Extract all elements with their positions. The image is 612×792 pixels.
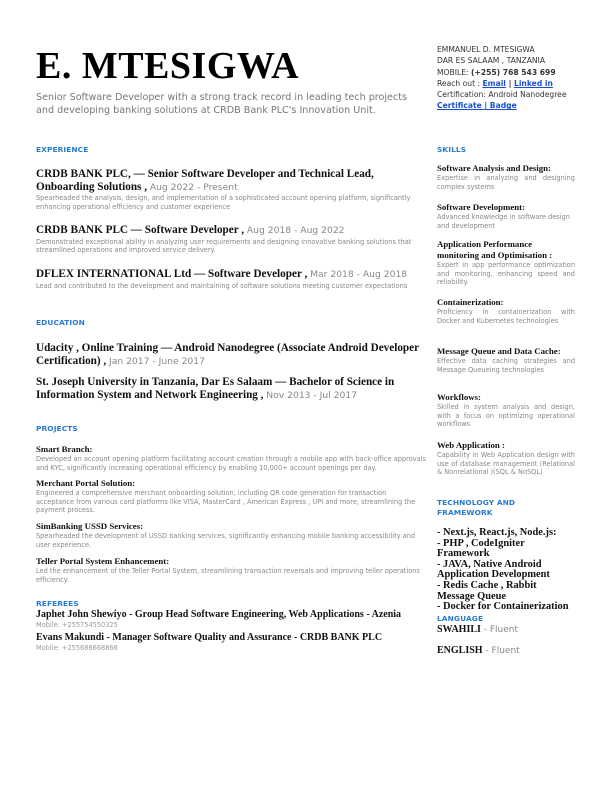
separator: | [505, 78, 514, 88]
education-item [36, 342, 426, 368]
skill-item [437, 346, 575, 374]
technology-item: - Docker for Containerization [437, 601, 569, 613]
referee-item [36, 632, 426, 652]
skill-item [437, 440, 575, 477]
contact-block [437, 44, 575, 112]
education-title: St. Joseph University in Tanzania, Dar Es Salaam — Bachelor of Science in Information System and Network Engineering , [36, 376, 395, 401]
reach-out-line [437, 78, 575, 89]
skill-item [437, 297, 575, 325]
education-heading: EDUCATION [36, 318, 85, 327]
full-name: EMMANUEL D. MTESIGWA [437, 45, 535, 54]
referee-name: Japhet John Shewiyo - Group Head Software Engineering, Web Applications - Azenia [36, 609, 402, 620]
skill-name: Web Application : [437, 440, 505, 450]
project-name: Merchant Portal Solution: [36, 478, 136, 488]
project-name: SimBanking USSD Services: [36, 521, 144, 531]
project-item [36, 444, 426, 472]
email-link[interactable]: Email [482, 78, 506, 88]
tagline: Senior Software Developer with a strong track record in leading tech projects and developing banking solutions at CRDB Bank PLC's Innovation Unit. [36, 92, 407, 116]
skill-desc: Advanced knowledge in software design and development [437, 213, 570, 230]
project-desc: Led the enhancement of the Teller Portal System, streamlining transaction reversals and improving teller operations efficiency. [36, 567, 420, 584]
experience-item [36, 268, 426, 290]
job-date: Aug 2022 - Present [149, 181, 238, 193]
skill-name: Software Development: [437, 202, 526, 212]
skills-heading: SKILLS [437, 145, 467, 154]
technology-list [437, 528, 575, 613]
skill-desc: Effective data caching strategies and Message Queueing technologies [437, 357, 575, 374]
skill-item [437, 239, 575, 287]
mobile-label: MOBILE: [437, 67, 471, 77]
project-item [36, 521, 426, 549]
project-name: Teller Portal System Enhancement: [36, 556, 170, 566]
resume-name: E. MTESIGWA [36, 45, 300, 87]
project-item [36, 556, 426, 584]
skill-name: Application Performance monitoring and Optimisation : [437, 239, 553, 260]
experience-heading: EXPERIENCE [36, 145, 89, 154]
technology-heading: TECHNOLOGY AND FRAMEWORK [437, 498, 516, 517]
project-desc: Engineered a comprehensive merchant onboarding solution, including QR code generation for transaction acceptance from various card platforms like VISA, MasterCard , American Express , UPI and more, streamlining the payment process. [36, 489, 416, 515]
skill-item [437, 392, 575, 429]
project-desc: Spearheaded the development of USSD banking services, significantly enhancing mobile banking accessibility and user experience. [36, 532, 416, 549]
education-item [36, 376, 426, 402]
skill-name: Software Analysis and Design: [437, 163, 551, 173]
job-desc: Lead and contributed to the development and maintaining of software solutions meeting customer expectations [36, 281, 408, 290]
language-level: - Fluent [482, 646, 520, 656]
technology-item: - PHP , CodeIgniter Framework [437, 537, 525, 560]
referee-mobile: Mobile: +255686668866 [36, 644, 118, 652]
skill-item [437, 163, 575, 191]
referees-heading: REFEREES [36, 599, 79, 608]
job-date: Aug 2018 - Aug 2022 [246, 225, 345, 236]
experience-item [36, 224, 426, 255]
skill-item [437, 202, 575, 230]
language-level: - Fluent [480, 625, 519, 635]
language-name: SWAHILI [437, 624, 481, 635]
certification: Certification: Android Nanodegree [437, 90, 567, 100]
language-heading: LANGUAGE [437, 614, 484, 623]
location: DAR ES SALAAM , TANZANIA [437, 56, 546, 66]
job-title: CRDB BANK PLC, — Senior Software Developer and Technical Lead, Onboarding Solutions , [36, 168, 374, 193]
education-date: Jan 2017 - June 2017 [109, 355, 205, 367]
skill-desc: Skilled in system analysis and design, with a focus on optimizing operational workflows [437, 403, 575, 429]
job-desc: Demonstrated exceptional ability in analyzing user requirements and designing innovative banking solutions that streamlined operations and improved service delivery. [36, 237, 412, 255]
language-item [437, 624, 575, 635]
experience-item [36, 168, 426, 211]
referee-mobile: Mobile: +255754550325 [36, 621, 118, 629]
education-date: Nov 2013 - Jul 2017 [266, 389, 358, 401]
mobile-number: (+255) 768 543 699 [470, 67, 556, 77]
projects-heading: PROJECTS [36, 424, 78, 433]
skill-desc: Capability in Web Application design with use of database management (Relational & Nonrelational )(SQL & NoSQL) [437, 451, 575, 477]
education-title: Udacity , Online Training — Android Nanodegree (Associate Android Developer Certification) , [36, 342, 419, 367]
skill-desc: Expert in app performance optimization and monitoring, enhancing speed and reliability. [437, 261, 575, 287]
skill-desc: Proficiency in containerization with Docker and Kubernetes technologies [437, 308, 575, 325]
mobile-line [437, 67, 575, 78]
project-name: Smart Branch: [36, 444, 93, 454]
skill-name: Workflows: [437, 392, 481, 402]
reach-label: Reach out : [437, 78, 483, 88]
skill-name: Message Queue and Data Cache: [437, 346, 561, 356]
technology-item: - JAVA, Native Android Application Development [437, 558, 550, 581]
project-desc: Developed an account opening platform facilitating account creation through a mobile app with back-office approvals and KYC, significantly increasing operational efficiency by enabling 10,000+ account openings per day. [36, 455, 426, 472]
referee-item [36, 609, 426, 629]
job-desc: Spearheaded the analysis, design, and implementation of a sophisticated account opening platform, significantly enhancing operational efficiency and customer experience [36, 194, 411, 211]
project-item [36, 478, 426, 515]
technology-item: - Redis Cache , Rabbit Message Queue [437, 579, 537, 602]
job-title: CRDB BANK PLC — Software Developer , [36, 224, 245, 236]
job-title: DFLEX INTERNATIONAL Ltd — Software Developer , [36, 268, 308, 280]
linkedin-link[interactable]: Linked in [513, 78, 553, 88]
technology-item: - Next.js, React.js, Node.js: [437, 527, 557, 538]
referee-name: Evans Makundi - Manager Software Quality and Assurance - CRDB BANK PLC [36, 632, 383, 643]
skill-name: Containerization: [437, 297, 504, 307]
job-date: Mar 2018 - Aug 2018 [310, 269, 408, 280]
certificate-badge-link[interactable]: Certificate | Badge [437, 101, 517, 111]
skill-desc: Expertise in analyzing and designing complex systems [437, 174, 575, 191]
language-name: ENGLISH [437, 645, 483, 656]
language-item [437, 645, 575, 656]
